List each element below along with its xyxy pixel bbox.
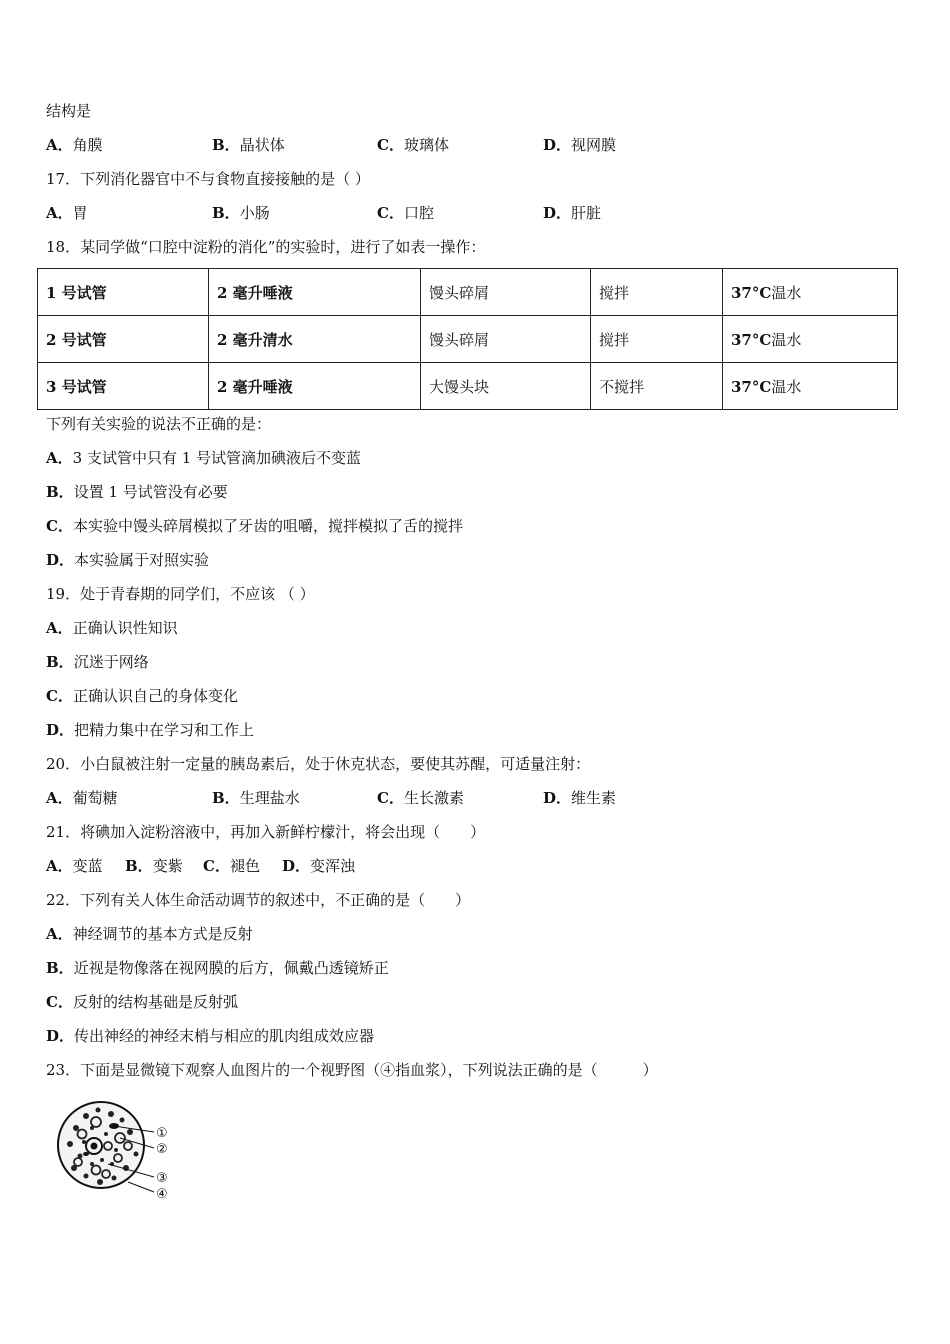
tube-cell: 3 号试管 bbox=[38, 363, 209, 410]
q17-option-b: B．小肠 bbox=[212, 204, 270, 222]
table-row bbox=[38, 363, 898, 410]
tube-cell: 1 号试管 bbox=[38, 269, 209, 316]
q18-option-c: C．本实验中馒头碎屑模拟了牙齿的咀嚼，搅拌模拟了舌的搅拌 bbox=[46, 517, 463, 535]
q22-option-c: C．反射的结构基础是反射弧 bbox=[46, 993, 238, 1011]
q17-option-c: C．口腔 bbox=[377, 204, 434, 222]
q21-option-a: A．变蓝 bbox=[46, 857, 103, 875]
temp-cell: 37°C温水 bbox=[723, 363, 898, 410]
liquid-cell: 2 毫升清水 bbox=[209, 316, 421, 363]
q20-option-b: B．生理盐水 bbox=[212, 789, 300, 807]
blood-smear-figure bbox=[56, 1098, 176, 1208]
q18-option-d: D．本实验属于对照实验 bbox=[46, 551, 210, 569]
q17-option-a: A．胃 bbox=[46, 204, 88, 222]
q20-stem: 20．小白鼠被注射一定量的胰岛素后，处于休克状态，要使其苏醒，可适量注射： bbox=[46, 755, 591, 773]
q22-option-d: D．传出神经的神经末梢与相应的肌肉组成效应器 bbox=[46, 1027, 375, 1045]
table-row bbox=[38, 269, 898, 316]
q17-stem: 17．下列消化器官中不与食物直接接触的是（ ） bbox=[46, 170, 370, 188]
label-1: ① bbox=[156, 1126, 168, 1141]
stir-cell: 搅拌 bbox=[591, 316, 723, 363]
q22-option-b: B．近视是物像落在视网膜的后方，佩戴凸透镜矫正 bbox=[46, 959, 389, 977]
stir-cell: 搅拌 bbox=[591, 269, 723, 316]
q21-stem: 21．将碘加入淀粉溶液中，再加入新鲜柠檬汁，将会出现（ ） bbox=[46, 823, 486, 841]
q21-option-c: C．褪色 bbox=[203, 857, 260, 875]
q16-stem-tail: 结构是 bbox=[46, 102, 92, 120]
temp-cell: 37°C温水 bbox=[723, 316, 898, 363]
food-cell: 馒头碎屑 bbox=[421, 316, 591, 363]
q19-option-b: B．沉迷于网络 bbox=[46, 653, 149, 671]
liquid-cell: 2 毫升唾液 bbox=[209, 269, 421, 316]
temp-cell: 37°C温水 bbox=[723, 269, 898, 316]
q18-option-a: A．3 支试管中只有 1 号试管滴加碘液后不变蓝 bbox=[46, 449, 362, 467]
q20-option-c: C．生长激素 bbox=[377, 789, 464, 807]
q22-option-a: A．神经调节的基本方式是反射 bbox=[46, 925, 253, 943]
stir-cell: 不搅拌 bbox=[591, 363, 723, 410]
q16-option-a: A．角膜 bbox=[46, 136, 103, 154]
tube-cell: 2 号试管 bbox=[38, 316, 209, 363]
q18-option-b: B．设置 1 号试管没有必要 bbox=[46, 483, 228, 501]
label-2: ② bbox=[156, 1142, 168, 1157]
q17-option-d: D．肝脏 bbox=[543, 204, 602, 222]
label-3: ③ bbox=[156, 1171, 168, 1186]
experiment-table bbox=[37, 268, 898, 410]
food-cell: 馒头碎屑 bbox=[421, 269, 591, 316]
q16-option-c: C．玻璃体 bbox=[377, 136, 449, 154]
q20-option-a: A．葡萄糖 bbox=[46, 789, 118, 807]
q19-option-d: D．把精力集中在学习和工作上 bbox=[46, 721, 255, 739]
q21-option-b: B．变紫 bbox=[125, 857, 183, 875]
liquid-cell: 2 毫升唾液 bbox=[209, 363, 421, 410]
q22-stem: 22．下列有关人体生命活动调节的叙述中，不正确的是（ ） bbox=[46, 891, 471, 909]
table-row bbox=[38, 316, 898, 363]
q16-option-b: B．晶状体 bbox=[212, 136, 285, 154]
food-cell: 大馒头块 bbox=[421, 363, 591, 410]
q16-option-d: D．视网膜 bbox=[543, 136, 617, 154]
q18-stem: 18．某同学做“口腔中淀粉的消化”的实验时，进行了如表一操作： bbox=[46, 238, 486, 256]
q23-stem: 23．下面是显微镜下观察人血图片的一个视野图（④指血浆），下列说法正确的是（ ） bbox=[46, 1061, 658, 1079]
label-4: ④ bbox=[156, 1187, 168, 1202]
q18-substem: 下列有关实验的说法不正确的是： bbox=[46, 415, 272, 433]
q21-option-d: D．变浑浊 bbox=[282, 857, 356, 875]
q20-option-d: D．维生素 bbox=[543, 789, 617, 807]
q19-option-a: A．正确认识性知识 bbox=[46, 619, 178, 637]
q19-stem: 19．处于青春期的同学们，不应该 （ ） bbox=[46, 585, 315, 603]
q19-option-c: C．正确认识自己的身体变化 bbox=[46, 687, 238, 705]
